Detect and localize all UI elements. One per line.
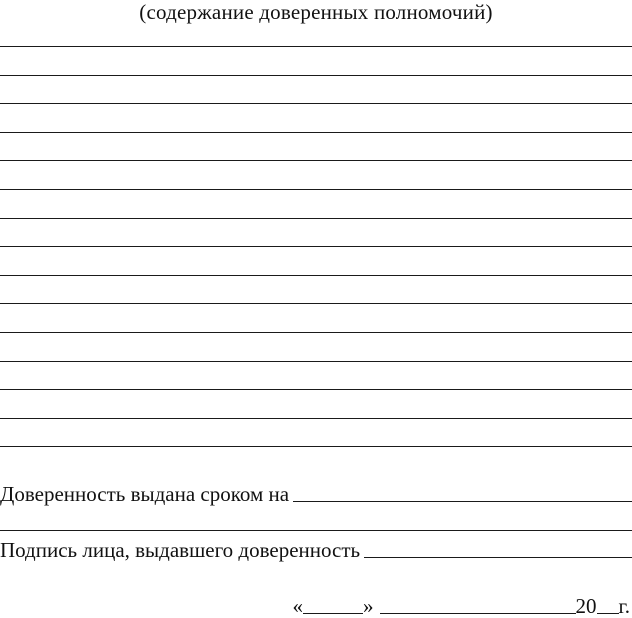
content-line[interactable] [0, 189, 632, 190]
date-open-quote: « [292, 594, 303, 618]
year-field[interactable] [597, 593, 619, 614]
authority-content-caption: (содержание доверенных полномочий) [139, 0, 493, 24]
content-line[interactable] [0, 132, 632, 133]
day-field[interactable] [303, 593, 363, 614]
term-label: Доверенность выдана сроком на [0, 482, 290, 506]
year-suffix: г. [618, 594, 630, 618]
content-line[interactable] [0, 246, 632, 247]
content-line[interactable] [0, 418, 632, 419]
content-line[interactable] [0, 332, 632, 333]
signature-label: Подпись лица, выдавшего доверенность [0, 538, 361, 562]
content-line[interactable] [0, 389, 632, 390]
year-prefix: 20 [575, 594, 597, 618]
term-continuation-line[interactable] [0, 530, 632, 531]
content-line[interactable] [0, 361, 632, 362]
content-line[interactable] [0, 218, 632, 219]
date-row [293, 592, 631, 618]
content-line[interactable] [0, 303, 632, 304]
term-row [0, 478, 632, 506]
date-close-quote: » [363, 594, 374, 618]
signature-row [0, 534, 632, 562]
content-line[interactable] [0, 75, 632, 76]
content-line[interactable] [0, 103, 632, 104]
content-line[interactable] [0, 46, 632, 47]
content-line[interactable] [0, 275, 632, 276]
month-field[interactable] [380, 593, 576, 614]
term-field[interactable] [293, 479, 632, 502]
signature-field[interactable] [364, 535, 632, 558]
content-line[interactable] [0, 160, 632, 161]
content-line[interactable] [0, 446, 632, 447]
